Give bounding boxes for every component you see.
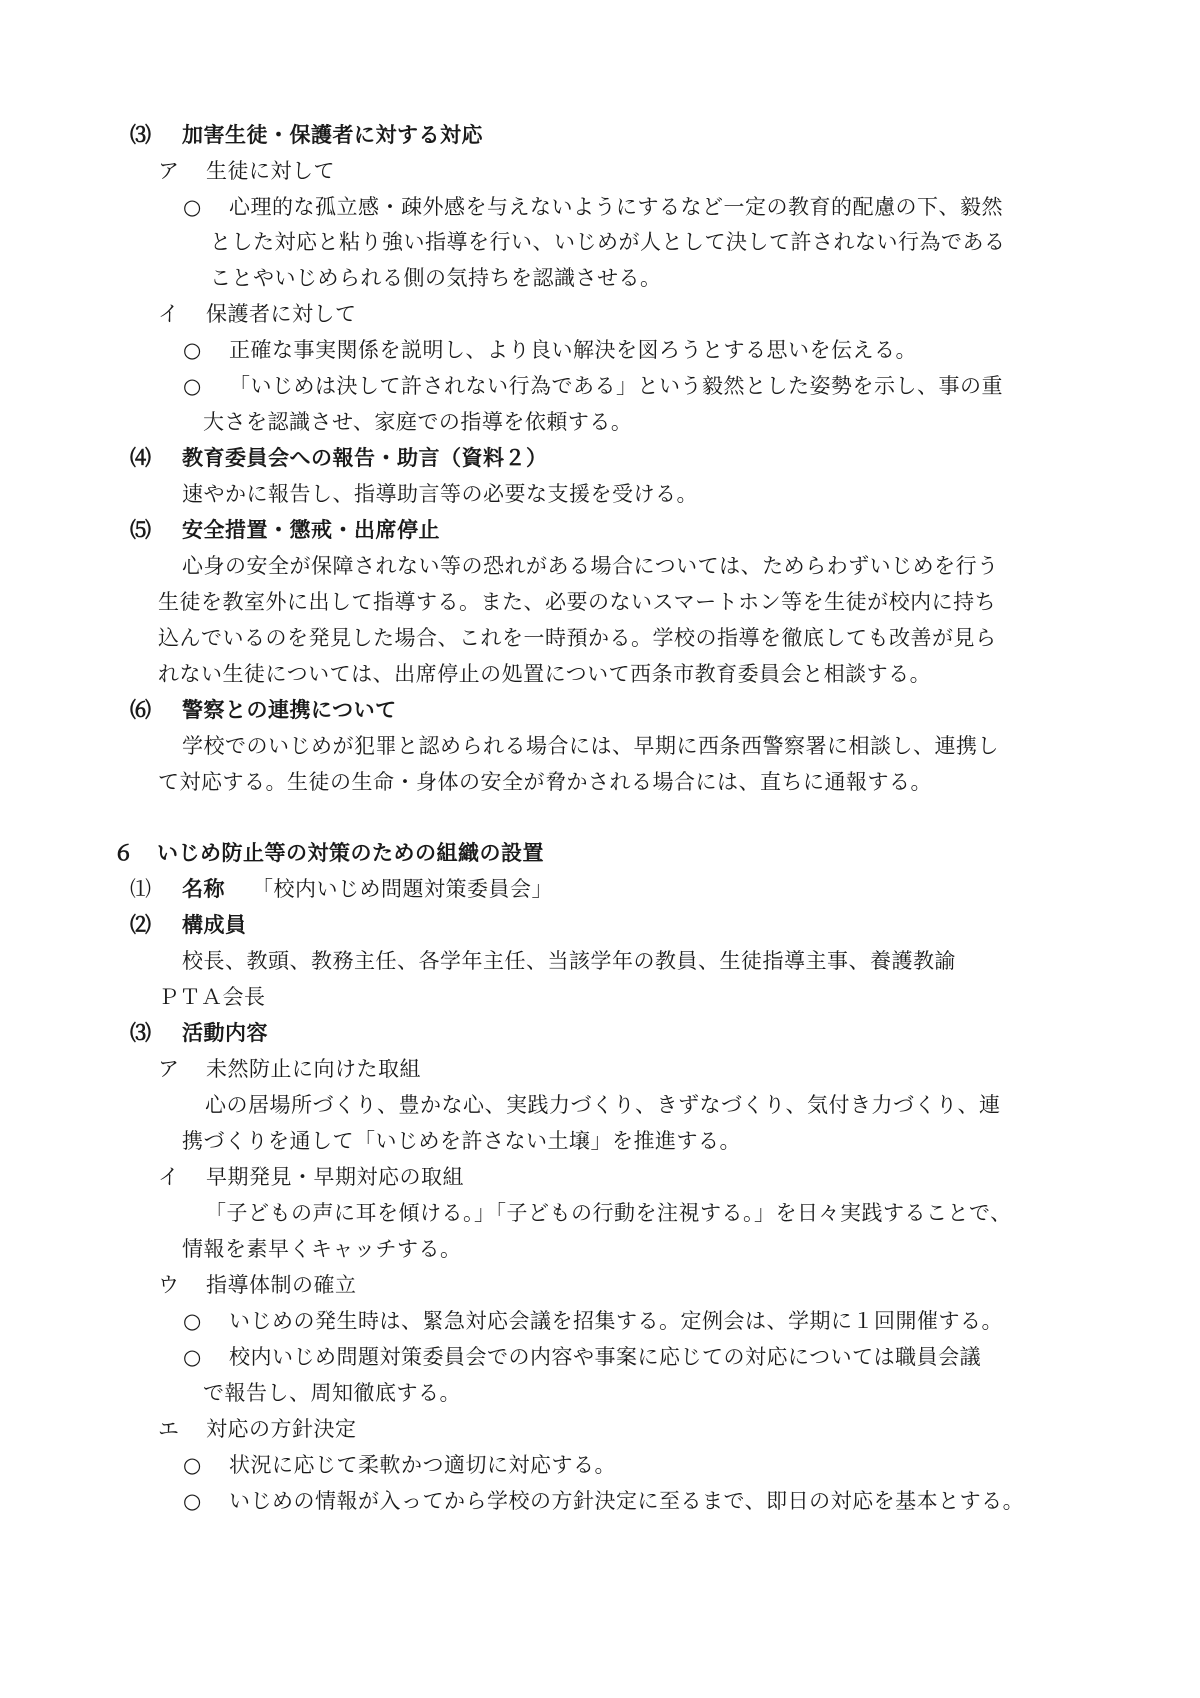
circle-bullet-icon: ○ <box>183 1345 202 1369</box>
paragraph-line: れない生徒については、出席停止の処置について西条市教育委員会と相談する。 <box>158 662 932 686</box>
circle-bullet-icon: ○ <box>183 1309 202 1333</box>
item-1-name: ⑴ 名称 「校内いじめ問題対策委員会」 <box>130 876 553 901</box>
bullet-item: ○ 「いじめは決して許されない行為である」という毅然とした姿勢を示し、事の重 <box>183 374 1003 398</box>
paragraph-line: て対応する。生徒の生命・身体の安全が脅かされる場合には、直ちに通報する。 <box>158 770 932 794</box>
bullet-item: ○ いじめの情報が入ってから学校の方針決定に至るまで、即日の対応を基本とする。 <box>183 1489 1025 1513</box>
paragraph-line: ＰＴＡ会長 <box>158 985 266 1009</box>
paragraph-line: 校長、教頭、教務主任、各学年主任、当該学年の教員、生徒指導主事、養護教諭 <box>182 949 956 973</box>
paragraph-line: 携づくりを通して「いじめを許さない土壌」を推進する。 <box>182 1129 741 1153</box>
subsection-u-title: ウ 指導体制の確立 <box>158 1273 357 1297</box>
paragraph-line: 学校でのいじめが犯罪と認められる場合には、早期に西条西警察署に相談し、連携し <box>182 734 999 758</box>
section-number: ⑸ <box>130 517 152 542</box>
subsection-i-title: イ 保護者に対して <box>158 302 357 326</box>
circle-bullet-icon: ○ <box>183 1489 202 1513</box>
section-number: ⑶ <box>130 122 152 147</box>
bullet-item: ○ いじめの発生時は、緊急対応会議を招集する。定例会は、学期に１回開催する。 <box>183 1309 1003 1333</box>
paragraph-line: 込んでいるのを発見した場合、これを一時預かる。学校の指導を徹底しても改善が見ら <box>158 626 997 650</box>
bullet-item: ○ 校内いじめ問題対策委員会での内容や事案に応じての対応については職員会議 <box>183 1345 982 1369</box>
chapter-number: ６ <box>113 840 135 865</box>
bullet-item: ○ 正確な事実関係を説明し、より良い解決を図ろうとする思いを伝える。 <box>183 338 917 362</box>
paragraph-line: 生徒を教室外に出して指導する。また、必要のないスマートホン等を生徒が校内に持ち <box>158 590 997 614</box>
section-title: 教育委員会への報告・助言（資料２） <box>182 445 548 470</box>
item-3-activities: ⑶ 活動内容 <box>130 1020 268 1045</box>
circle-bullet-icon: ○ <box>183 195 202 219</box>
item-2-members: ⑵ 構成員 <box>130 912 247 937</box>
section-4-heading <box>130 445 548 471</box>
chapter-title: いじめ防止等の対策のための組織の設置 <box>157 840 544 865</box>
paragraph-line: とした対応と粘り強い指導を行い、いじめが人として決して許されない行為である <box>210 230 1006 254</box>
circle-bullet-icon: ○ <box>183 338 202 362</box>
section-5-heading <box>130 517 440 543</box>
section-6-heading <box>130 697 397 723</box>
circle-bullet-icon: ○ <box>183 1453 202 1477</box>
subsection-i-title: イ 早期発見・早期対応の取組 <box>158 1165 464 1189</box>
section-title: 警察との連携について <box>182 697 397 722</box>
paragraph-line: 心身の安全が保障されない等の恐れがある場合については、ためらわずいじめを行う <box>182 554 999 578</box>
section-title: 安全措置・懲戒・出席停止 <box>182 517 440 542</box>
paragraph-line: で報告し、周知徹底する。 <box>203 1381 461 1405</box>
section-title: 加害生徒・保護者に対する対応 <box>182 122 483 147</box>
subsection-e-title: エ 対応の方針決定 <box>158 1417 357 1441</box>
bullet-item: ○ 心理的な孤立感・疎外感を与えないようにするなど一定の教育的配慮の下、毅然 <box>183 195 1003 219</box>
section-number: ⑷ <box>130 445 152 470</box>
paragraph-line: 心の居場所づくり、豊かな心、実践力づくり、きずなづくり、気付き力づくり、連 <box>205 1093 1001 1117</box>
chapter-6-heading <box>113 840 544 866</box>
paragraph-line: ことやいじめられる側の気持ちを認識させる。 <box>210 266 662 290</box>
section-number: ⑹ <box>130 697 152 722</box>
paragraph-line: 速やかに報告し、指導助言等の必要な支援を受ける。 <box>182 482 698 506</box>
section-3-heading <box>130 122 483 148</box>
paragraph-line: 「子どもの声に耳を傾ける。」「子どもの行動を注視する。」を日々実践することで、 <box>205 1201 1012 1225</box>
circle-bullet-icon: ○ <box>183 374 202 398</box>
subsection-a-title: ア 未然防止に向けた取組 <box>158 1057 421 1081</box>
paragraph-line: 情報を素早くキャッチする。 <box>182 1237 462 1261</box>
paragraph-line: 大さを認識させ、家庭での指導を依頼する。 <box>203 410 633 434</box>
bullet-item: ○ 状況に応じて柔軟かつ適切に対応する。 <box>183 1453 616 1477</box>
subsection-a-title: ア 生徒に対して <box>158 159 335 183</box>
